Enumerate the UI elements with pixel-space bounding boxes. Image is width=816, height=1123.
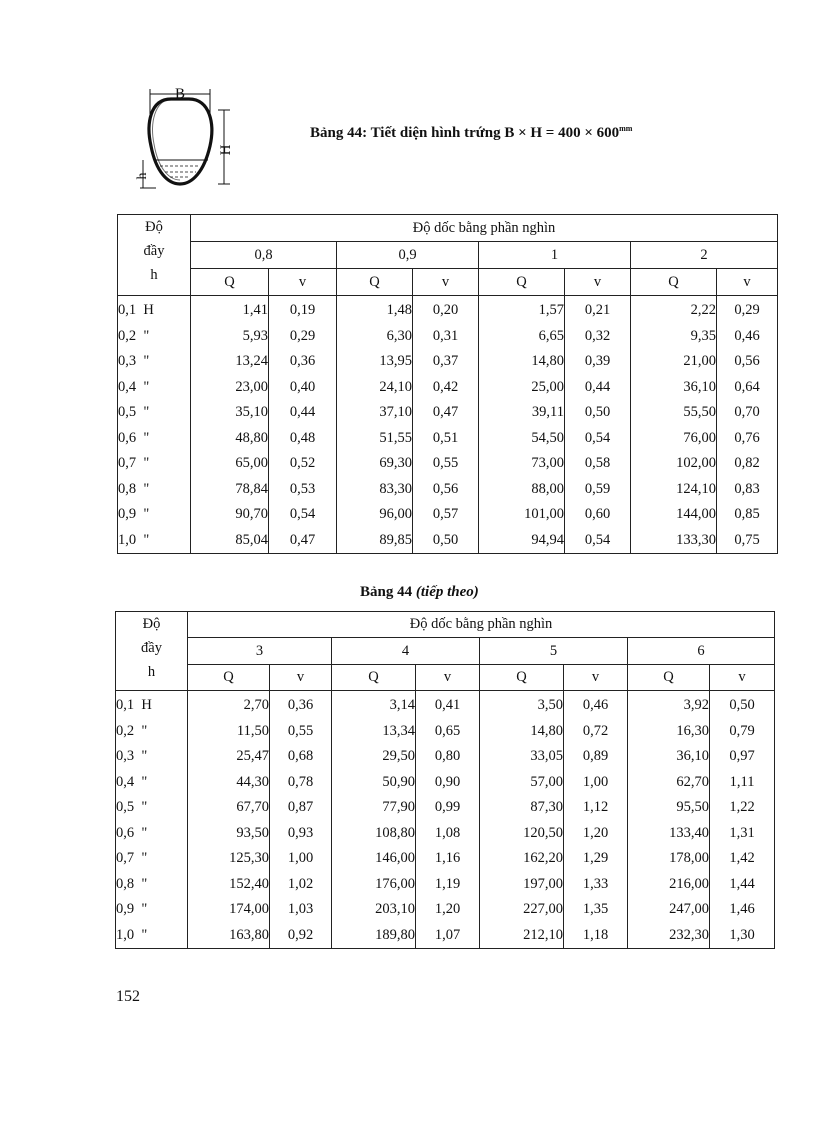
flow-q-value: 16,30 [628, 719, 710, 745]
velocity-v-value: 1,03 [270, 897, 332, 923]
v-col-header: v [269, 269, 337, 296]
flow-q-value: 14,80 [480, 719, 564, 745]
velocity-v-value: 0,50 [710, 691, 775, 719]
q-col-header: Q [337, 269, 413, 296]
depth-header [116, 612, 188, 691]
flow-table-2 [115, 611, 775, 949]
table-title-unit: mm [619, 124, 633, 133]
flow-q-value: 3,14 [332, 691, 416, 719]
q-col-header: Q [188, 665, 270, 691]
flow-q-value: 62,70 [628, 770, 710, 796]
depth-value: 0,9 " [116, 897, 188, 923]
v-col-header: v [717, 269, 778, 296]
flow-q-value: 35,10 [191, 400, 269, 426]
slope-header: Độ dốc bằng phần nghìn [188, 612, 775, 638]
velocity-v-value: 0,36 [269, 349, 337, 375]
velocity-v-value: 0,55 [413, 451, 479, 477]
flow-q-value: 73,00 [479, 451, 565, 477]
flow-q-value: 120,50 [480, 821, 564, 847]
flow-q-value: 102,00 [631, 451, 717, 477]
v-col-header: v [416, 665, 480, 691]
velocity-v-value: 0,53 [269, 477, 337, 503]
velocity-v-value: 0,85 [717, 502, 778, 528]
table-row [118, 502, 778, 528]
velocity-v-value: 0,54 [565, 426, 631, 452]
flow-q-value: 14,80 [479, 349, 565, 375]
table-row [118, 451, 778, 477]
velocity-v-value: 0,36 [270, 691, 332, 719]
velocity-v-value: 0,50 [413, 528, 479, 554]
velocity-v-value: 1,35 [564, 897, 628, 923]
velocity-v-value: 0,92 [270, 923, 332, 949]
v-col-header: v [413, 269, 479, 296]
velocity-v-value: 0,44 [565, 375, 631, 401]
velocity-v-value: 0,79 [710, 719, 775, 745]
flow-q-value: 39,11 [479, 400, 565, 426]
velocity-v-value: 0,99 [416, 795, 480, 821]
depth-header-line-2: đầy [141, 640, 162, 656]
flow-q-value: 212,10 [480, 923, 564, 949]
slope-col: 6 [628, 638, 775, 665]
flow-q-value: 96,00 [337, 502, 413, 528]
depth-value: 0,5 " [116, 795, 188, 821]
flow-q-value: 11,50 [188, 719, 270, 745]
velocity-v-value: 0,56 [413, 477, 479, 503]
table-row [118, 400, 778, 426]
label-H: H [218, 144, 234, 156]
depth-value: 0,6 " [116, 821, 188, 847]
flow-q-value: 85,04 [191, 528, 269, 554]
flow-q-value: 101,00 [479, 502, 565, 528]
flow-q-value: 87,30 [480, 795, 564, 821]
flow-q-value: 95,50 [628, 795, 710, 821]
velocity-v-value: 0,82 [717, 451, 778, 477]
q-col-header: Q [631, 269, 717, 296]
flow-q-value: 1,48 [337, 296, 413, 324]
slope-col: 3 [188, 638, 332, 665]
table-row [116, 821, 775, 847]
table-row [116, 691, 775, 719]
velocity-v-value: 0,29 [269, 324, 337, 350]
velocity-v-value: 1,19 [416, 872, 480, 898]
table-row [116, 770, 775, 796]
table-row [118, 375, 778, 401]
flow-table-1 [117, 214, 778, 554]
velocity-v-value: 0,20 [413, 296, 479, 324]
velocity-v-value: 0,58 [565, 451, 631, 477]
velocity-v-value: 0,48 [269, 426, 337, 452]
velocity-v-value: 0,60 [565, 502, 631, 528]
depth-header-line-2: đầy [143, 243, 165, 259]
flow-q-value: 29,50 [332, 744, 416, 770]
velocity-v-value: 0,41 [416, 691, 480, 719]
velocity-v-value: 1,20 [564, 821, 628, 847]
flow-q-value: 6,30 [337, 324, 413, 350]
table-row [118, 296, 778, 324]
flow-q-value: 36,10 [631, 375, 717, 401]
velocity-v-value: 0,78 [270, 770, 332, 796]
velocity-v-value: 1,11 [710, 770, 775, 796]
flow-q-value: 216,00 [628, 872, 710, 898]
table-title-text: Bảng 44: Tiết diện hình trứng B × H = 400 × 600 [310, 125, 620, 141]
velocity-v-value: 0,80 [416, 744, 480, 770]
flow-q-value: 13,24 [191, 349, 269, 375]
velocity-v-value: 0,31 [413, 324, 479, 350]
flow-q-value: 55,50 [631, 400, 717, 426]
depth-value: 0,4 " [116, 770, 188, 796]
velocity-v-value: 0,47 [413, 400, 479, 426]
flow-q-value: 178,00 [628, 846, 710, 872]
flow-q-value: 67,70 [188, 795, 270, 821]
table-row [116, 846, 775, 872]
egg-section-diagram [135, 84, 238, 196]
velocity-v-value: 0,52 [269, 451, 337, 477]
velocity-v-value: 0,90 [416, 770, 480, 796]
depth-value: 0,2 " [118, 324, 191, 350]
table-row [118, 349, 778, 375]
depth-value: 0,9 " [118, 502, 191, 528]
flow-q-value: 2,22 [631, 296, 717, 324]
depth-value: 1,0 " [118, 528, 191, 554]
velocity-v-value: 0,76 [717, 426, 778, 452]
velocity-v-value: 1,18 [564, 923, 628, 949]
velocity-v-value: 0,47 [269, 528, 337, 554]
flow-q-value: 88,00 [479, 477, 565, 503]
page-number: 152 [116, 988, 140, 1005]
flow-q-value: 108,80 [332, 821, 416, 847]
flow-q-value: 54,50 [479, 426, 565, 452]
flow-q-value: 133,40 [628, 821, 710, 847]
velocity-v-value: 0,32 [565, 324, 631, 350]
depth-header [118, 215, 191, 296]
velocity-v-value: 1,07 [416, 923, 480, 949]
depth-value: 0,6 " [118, 426, 191, 452]
table-row [118, 324, 778, 350]
flow-q-value: 9,35 [631, 324, 717, 350]
continuation-title [360, 584, 479, 601]
velocity-v-value: 1,12 [564, 795, 628, 821]
flow-q-value: 203,10 [332, 897, 416, 923]
depth-header-line-1: Độ [142, 616, 161, 632]
table-row [116, 872, 775, 898]
continuation-title-note: (tiếp theo) [415, 584, 479, 600]
velocity-v-value: 0,55 [270, 719, 332, 745]
flow-q-value: 48,80 [191, 426, 269, 452]
flow-q-value: 21,00 [631, 349, 717, 375]
flow-q-value: 94,94 [479, 528, 565, 554]
flow-q-value: 125,30 [188, 846, 270, 872]
flow-q-value: 1,41 [191, 296, 269, 324]
flow-q-value: 3,92 [628, 691, 710, 719]
flow-q-value: 25,00 [479, 375, 565, 401]
velocity-v-value: 0,54 [565, 528, 631, 554]
label-h: h [135, 172, 150, 180]
velocity-v-value: 0,21 [565, 296, 631, 324]
velocity-v-value: 0,42 [413, 375, 479, 401]
velocity-v-value: 1,29 [564, 846, 628, 872]
velocity-v-value: 0,68 [270, 744, 332, 770]
table-row [118, 477, 778, 503]
velocity-v-value: 0,56 [717, 349, 778, 375]
flow-q-value: 162,20 [480, 846, 564, 872]
flow-q-value: 93,50 [188, 821, 270, 847]
velocity-v-value: 1,00 [564, 770, 628, 796]
flow-q-value: 44,30 [188, 770, 270, 796]
v-col-header: v [564, 665, 628, 691]
depth-value: 0,8 " [118, 477, 191, 503]
velocity-v-value: 1,30 [710, 923, 775, 949]
depth-value: 0,2 " [116, 719, 188, 745]
flow-q-value: 124,10 [631, 477, 717, 503]
depth-value: 0,1 H [116, 691, 188, 719]
velocity-v-value: 1,42 [710, 846, 775, 872]
flow-q-value: 24,10 [337, 375, 413, 401]
depth-value: 0,3 " [116, 744, 188, 770]
velocity-v-value: 0,19 [269, 296, 337, 324]
q-col-header: Q [628, 665, 710, 691]
flow-q-value: 189,80 [332, 923, 416, 949]
continuation-title-main: Bảng 44 [360, 584, 416, 600]
depth-header-line-1: Độ [145, 219, 163, 235]
velocity-v-value: 1,08 [416, 821, 480, 847]
flow-q-value: 176,00 [332, 872, 416, 898]
flow-q-value: 13,95 [337, 349, 413, 375]
flow-q-value: 77,90 [332, 795, 416, 821]
depth-header-line-3: h [150, 267, 158, 283]
depth-header-line-3: h [147, 664, 156, 680]
flow-q-value: 23,00 [191, 375, 269, 401]
velocity-v-value: 0,29 [717, 296, 778, 324]
velocity-v-value: 1,44 [710, 872, 775, 898]
flow-q-value: 146,00 [332, 846, 416, 872]
flow-q-value: 90,70 [191, 502, 269, 528]
velocity-v-value: 0,46 [717, 324, 778, 350]
depth-value: 0,8 " [116, 872, 188, 898]
depth-value: 0,7 " [118, 451, 191, 477]
flow-q-value: 69,30 [337, 451, 413, 477]
flow-q-value: 152,40 [188, 872, 270, 898]
velocity-v-value: 1,22 [710, 795, 775, 821]
flow-q-value: 89,85 [337, 528, 413, 554]
velocity-v-value: 1,16 [416, 846, 480, 872]
flow-q-value: 2,70 [188, 691, 270, 719]
velocity-v-value: 1,20 [416, 897, 480, 923]
flow-q-value: 174,00 [188, 897, 270, 923]
egg-section-drawing [135, 84, 238, 196]
label-B: B [174, 86, 186, 102]
slope-header: Độ dốc bằng phần nghìn [191, 215, 778, 242]
flow-q-value: 232,30 [628, 923, 710, 949]
table-row [116, 923, 775, 949]
flow-q-value: 5,93 [191, 324, 269, 350]
flow-q-value: 144,00 [631, 502, 717, 528]
flow-q-value: 3,50 [480, 691, 564, 719]
flow-q-value: 36,10 [628, 744, 710, 770]
slope-col: 2 [631, 242, 778, 269]
velocity-v-value: 0,97 [710, 744, 775, 770]
depth-value: 1,0 " [116, 923, 188, 949]
flow-q-value: 78,84 [191, 477, 269, 503]
table-row [116, 719, 775, 745]
flow-q-value: 25,47 [188, 744, 270, 770]
flow-q-value: 57,00 [480, 770, 564, 796]
velocity-v-value: 0,50 [565, 400, 631, 426]
depth-value: 0,4 " [118, 375, 191, 401]
flow-q-value: 83,30 [337, 477, 413, 503]
flow-q-value: 13,34 [332, 719, 416, 745]
table-row [116, 744, 775, 770]
velocity-v-value: 0,51 [413, 426, 479, 452]
velocity-v-value: 0,93 [270, 821, 332, 847]
velocity-v-value: 0,64 [717, 375, 778, 401]
flow-q-value: 163,80 [188, 923, 270, 949]
table-row [118, 426, 778, 452]
table-row [116, 897, 775, 923]
q-col-header: Q [480, 665, 564, 691]
velocity-v-value: 0,70 [717, 400, 778, 426]
flow-q-value: 227,00 [480, 897, 564, 923]
depth-value: 0,7 " [116, 846, 188, 872]
slope-col: 4 [332, 638, 480, 665]
q-col-header: Q [479, 269, 565, 296]
slope-col: 5 [480, 638, 628, 665]
velocity-v-value: 0,54 [269, 502, 337, 528]
v-col-header: v [565, 269, 631, 296]
velocity-v-value: 0,75 [717, 528, 778, 554]
table-row [116, 795, 775, 821]
flow-q-value: 50,90 [332, 770, 416, 796]
velocity-v-value: 0,72 [564, 719, 628, 745]
velocity-v-value: 1,33 [564, 872, 628, 898]
v-col-header: v [270, 665, 332, 691]
flow-q-value: 247,00 [628, 897, 710, 923]
velocity-v-value: 0,46 [564, 691, 628, 719]
velocity-v-value: 0,59 [565, 477, 631, 503]
slope-col: 1 [479, 242, 631, 269]
velocity-v-value: 1,00 [270, 846, 332, 872]
v-col-header: v [710, 665, 775, 691]
velocity-v-value: 1,02 [270, 872, 332, 898]
q-col-header: Q [191, 269, 269, 296]
velocity-v-value: 0,39 [565, 349, 631, 375]
velocity-v-value: 1,46 [710, 897, 775, 923]
flow-q-value: 33,05 [480, 744, 564, 770]
flow-q-value: 1,57 [479, 296, 565, 324]
depth-value: 0,3 " [118, 349, 191, 375]
velocity-v-value: 0,57 [413, 502, 479, 528]
slope-col: 0,9 [337, 242, 479, 269]
slope-col: 0,8 [191, 242, 337, 269]
velocity-v-value: 0,37 [413, 349, 479, 375]
flow-q-value: 65,00 [191, 451, 269, 477]
velocity-v-value: 0,44 [269, 400, 337, 426]
velocity-v-value: 0,65 [416, 719, 480, 745]
flow-q-value: 133,30 [631, 528, 717, 554]
table-row [118, 528, 778, 554]
velocity-v-value: 1,31 [710, 821, 775, 847]
velocity-v-value: 0,87 [270, 795, 332, 821]
flow-q-value: 76,00 [631, 426, 717, 452]
table-title [310, 124, 632, 142]
depth-value: 0,5 " [118, 400, 191, 426]
velocity-v-value: 0,83 [717, 477, 778, 503]
flow-q-value: 197,00 [480, 872, 564, 898]
flow-q-value: 6,65 [479, 324, 565, 350]
q-col-header: Q [332, 665, 416, 691]
flow-q-value: 37,10 [337, 400, 413, 426]
flow-q-value: 51,55 [337, 426, 413, 452]
depth-value: 0,1 H [118, 296, 191, 324]
velocity-v-value: 0,89 [564, 744, 628, 770]
velocity-v-value: 0,40 [269, 375, 337, 401]
